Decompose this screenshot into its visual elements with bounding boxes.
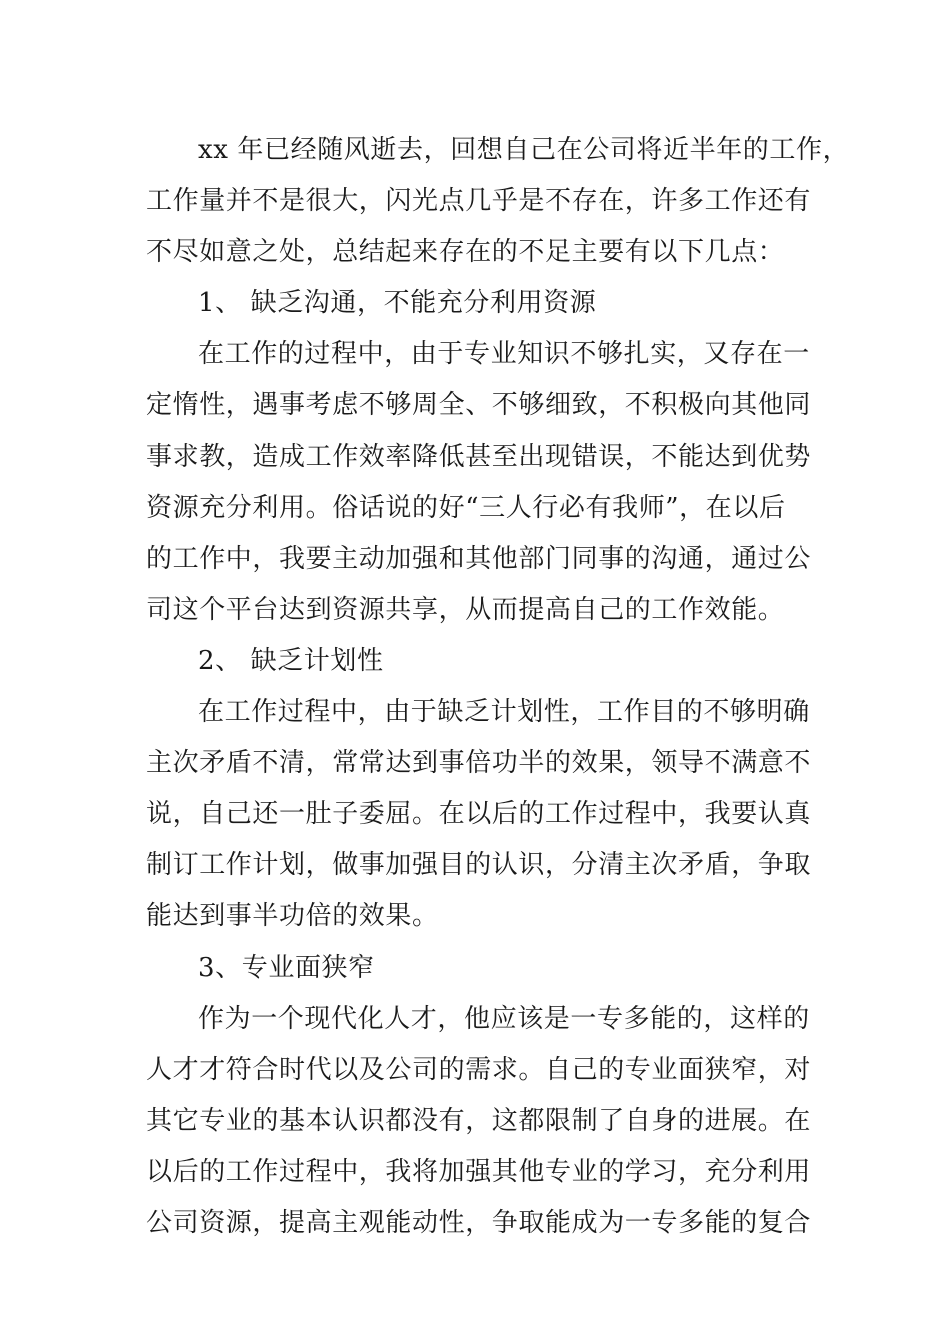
text-line: 在工作的过程中，由于专业知识不够扎实，又存在一 xyxy=(198,339,810,370)
text-line: 能达到事半功倍的效果。 xyxy=(146,901,439,932)
text-line: 在工作过程中，由于缺乏计划性，工作目的不够明确 xyxy=(198,697,810,728)
section-heading-1: 1、 缺乏沟通，不能充分利用资源 xyxy=(198,288,597,319)
text-line: 人才才符合时代以及公司的需求。自己的专业面狭窄，对 xyxy=(146,1054,812,1085)
text-line: 其它专业的基本认识都没有，这都限制了自身的进展。在 xyxy=(146,1105,812,1136)
document-body xyxy=(146,125,850,1249)
text-line: 以后的工作过程中，我将加强其他专业的学习，充分利用 xyxy=(146,1156,812,1187)
text-line: 说，自己还一肚子委屈。在以后的工作过程中，我要认真 xyxy=(146,799,812,830)
text-line: 制订工作计划，做事加强目的认识，分清主次矛盾，争取 xyxy=(146,850,812,881)
text-line: 不尽如意之处，总结起来存在的不足主要有以下几点： xyxy=(146,237,785,268)
section-heading-2: 2、 缺乏计划性 xyxy=(198,645,384,676)
text-line: 工作量并不是很大，闪光点几乎是不存在，许多工作还有 xyxy=(146,186,812,217)
text-line: 事求教，造成工作效率降低甚至出现错误，不能达到优势 xyxy=(146,441,812,472)
text-line: 定惰性，遇事考虑不够周全、不够细致，不积极向其他同 xyxy=(146,390,812,421)
text-line: 主次矛盾不清，常常达到事倍功半的效果，领导不满意不 xyxy=(146,748,812,779)
text-line: 的工作中，我要主动加强和其他部门同事的沟通，通过公 xyxy=(146,543,812,574)
section-heading-3: 3、专业面狭窄 xyxy=(198,952,375,983)
text-line: 资源充分利用。俗话说的好“三人行必有我师”，在以后 xyxy=(146,492,786,523)
text-line: 公司资源，提高主观能动性，争取能成为一专多能的复合 xyxy=(146,1207,812,1238)
text-line: 作为一个现代化人才，他应该是一专多能的，这样的 xyxy=(198,1003,810,1034)
text-line: xx 年已经随风逝去，回想自己在公司将近半年的工作， xyxy=(198,135,850,165)
text-line: 司这个平台达到资源共享，从而提高自己的工作效能。 xyxy=(146,594,785,625)
